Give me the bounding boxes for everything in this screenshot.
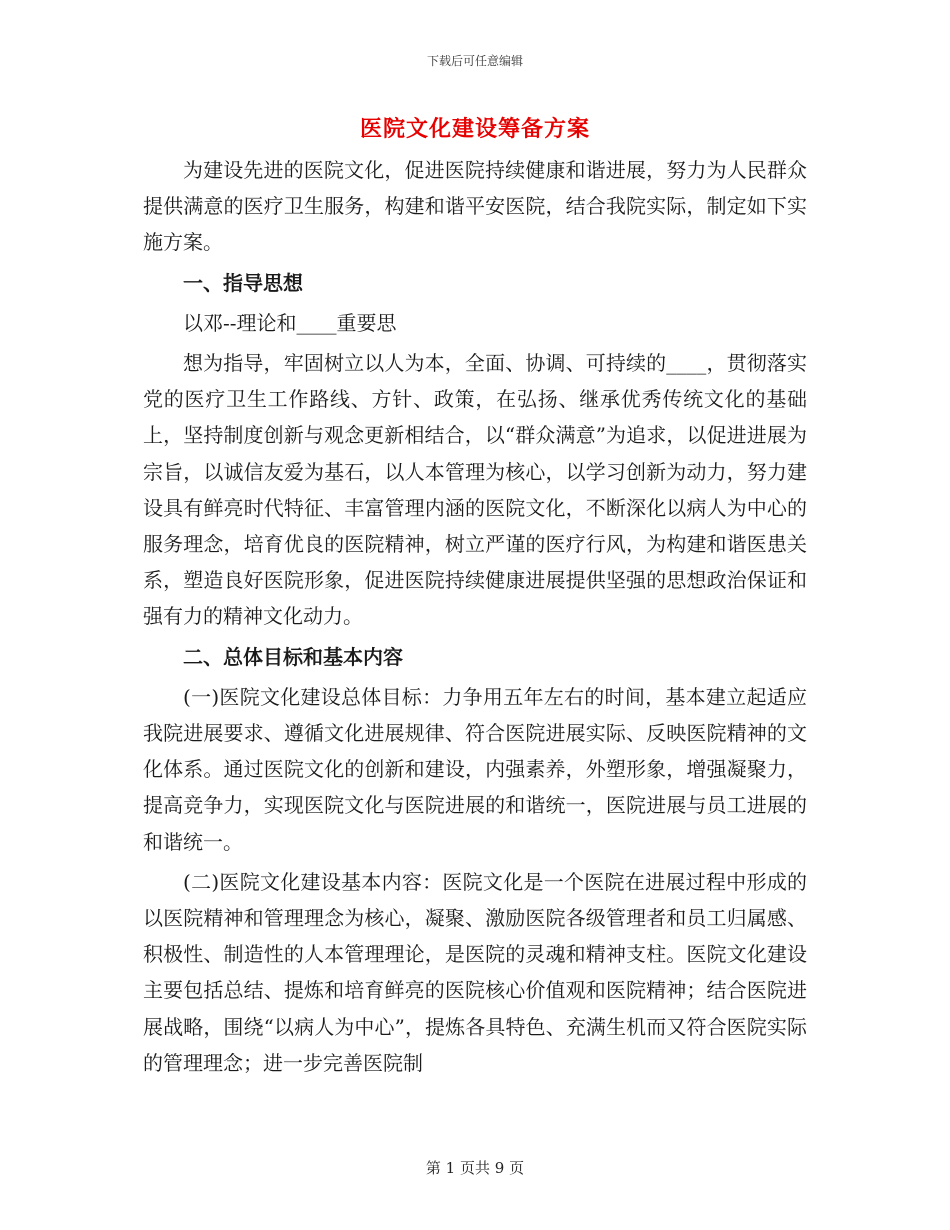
section-heading-guiding-ideology: 一、指导思想 xyxy=(183,270,303,295)
document-body xyxy=(143,152,807,1081)
basic-content-paragraph: (二)医院文化建设基本内容：医院文化是一个医院在进展过程中形成的以医院精神和管理理念为核心，凝聚、激励医院各级管理者和员工归属感、积极性、制造性的人本管理理论，是医院的灵魂和精神支柱。医院文化建设主要包括总结、提炼和培育鲜亮的医院核心价值观和医院精神；结合医院进展战略，围绕“以病人为中心”，提炼各具特色、充满生机而又符合医院实际的管理理念；进一步完善医院制 xyxy=(143,869,807,1075)
header-note: 下载后可任意编辑 xyxy=(426,54,523,68)
section-heading-goals-content: 二、总体目标和基本内容 xyxy=(183,644,403,669)
overall-goal-paragraph: (一)医院文化建设总体目标：力争用五年左右的时间，基本建立起适应我院进展要求、遵循文化进展规律、符合医院进展实际、反映医院精神的文化体系。通过医院文化的创新和建设，内强素养，外塑形象，增强凝聚力，提高竞争力，实现医院文化与医院进展的和谐统一，医院进展与员工进展的和谐统一。 xyxy=(143,684,807,854)
document-title: 医院文化建设筹备方案 xyxy=(359,116,590,142)
intro-paragraph: 为建设先进的医院文化，促进医院持续健康和谐进展，努力为人民群众提供满意的医疗卫生服务，构建和谐平安医院，结合我院实际，制定如下实施方案。 xyxy=(143,158,807,255)
guiding-ideology-line: 以邓--理论和____重要思 xyxy=(183,310,397,335)
page-footer: 第 1 页共 9 页 xyxy=(425,1159,525,1177)
guiding-ideology-paragraph: 想为指导，牢固树立以人为本，全面、协调、可持续的____，贯彻落实党的医疗卫生工作路线、方针、政策，在弘扬、继承优秀传统文化的基础上，坚持制度创新与观念更新相结合，以“群众满意”为追求，以促进进展为宗旨，以诚信友爱为基石，以人本管理为核心，以学习创新为动力，努力建设具有鲜亮时代特征、丰富管理内涵的医院文化，不断深化以病人为中心的服务理念，培育优良的医院精神，树立严谨的医疗行风，为构建和谐医患关系，塑造良好医院形象，促进医院持续健康进展提供坚强的思想政治保证和强有力的精神文化动力。 xyxy=(143,351,807,629)
